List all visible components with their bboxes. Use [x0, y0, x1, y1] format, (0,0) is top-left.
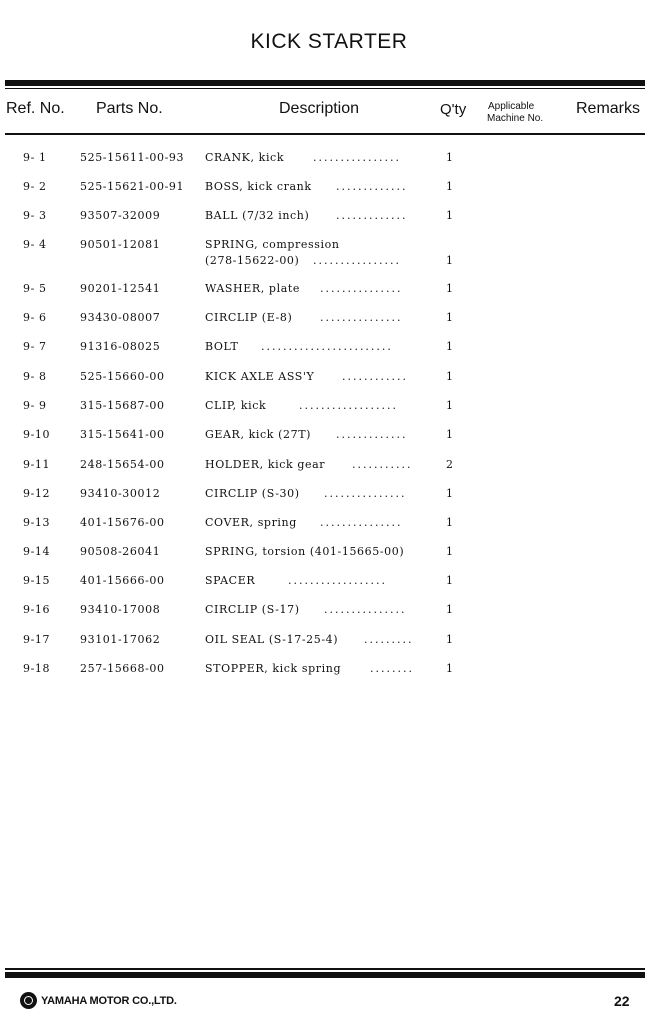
page-number: 22	[614, 993, 630, 1009]
description: BOLT	[205, 340, 239, 353]
part-no: 90201-12541	[80, 282, 161, 295]
quantity: 1	[446, 282, 454, 295]
ref-no: 9-12	[23, 487, 51, 500]
leader-dots: ........................	[261, 340, 393, 353]
quantity: 1	[446, 603, 454, 616]
description: COVER, spring	[205, 516, 297, 529]
quantity: 1	[446, 311, 454, 324]
table-row	[0, 340, 658, 360]
leader-dots: ...........	[352, 458, 413, 471]
leader-dots: .............	[336, 209, 408, 222]
leader-dots: ...............	[320, 282, 403, 295]
description: CIRCLIP (S-30)	[205, 487, 300, 500]
leader-dots: ...............	[324, 487, 407, 500]
table-row	[0, 662, 658, 682]
column-header-machine-no: Machine No.	[487, 113, 544, 124]
leader-dots: ..................	[288, 574, 387, 587]
part-no: 93430-08007	[80, 311, 161, 324]
table-row	[0, 603, 658, 623]
header-rule-top	[5, 80, 645, 86]
quantity: 1	[446, 254, 454, 267]
page-title: KICK STARTER	[250, 30, 408, 53]
part-no: 93410-17008	[80, 603, 161, 616]
table-row	[0, 516, 658, 536]
table-row	[0, 574, 658, 594]
table-row	[0, 428, 658, 448]
part-no: 91316-08025	[80, 340, 161, 353]
part-no: 401-15666-00	[80, 574, 165, 587]
quantity: 1	[446, 151, 454, 164]
description: CIRCLIP (S-17)	[205, 603, 300, 616]
ref-no: 9- 2	[23, 180, 47, 193]
column-header-remarks: Remarks	[576, 100, 641, 117]
quantity: 2	[446, 458, 454, 471]
description: HOLDER, kick gear	[205, 458, 326, 471]
description: SPACER	[205, 574, 256, 587]
leader-dots: ...............	[324, 603, 407, 616]
description: CRANK, kick	[205, 151, 285, 164]
table-row	[0, 209, 658, 229]
ref-no: 9- 7	[23, 340, 47, 353]
description: OIL SEAL (S-17-25-4)	[205, 633, 339, 646]
yamaha-logo-icon	[20, 992, 37, 1009]
description: SPRING, compression	[205, 238, 340, 251]
ref-no: 9- 4	[23, 238, 47, 251]
column-header-description: Description	[279, 100, 360, 117]
leader-dots: ................	[313, 151, 401, 164]
footer-rule-thick	[5, 972, 645, 978]
table-row	[0, 487, 658, 507]
table-row	[0, 458, 658, 478]
table-row	[0, 151, 658, 171]
part-no: 525-15660-00	[80, 370, 165, 383]
part-no: 315-15687-00	[80, 399, 165, 412]
ref-no: 9-17	[23, 633, 51, 646]
description: BOSS, kick crank	[205, 180, 312, 193]
table-row	[0, 180, 658, 200]
ref-no: 9- 5	[23, 282, 47, 295]
description: CIRCLIP (E-8)	[205, 311, 293, 324]
part-no: 315-15641-00	[80, 428, 165, 441]
ref-no: 9-11	[23, 458, 51, 471]
part-no: 401-15676-00	[80, 516, 165, 529]
ref-no: 9-13	[23, 516, 51, 529]
part-no: 90501-12081	[80, 238, 161, 251]
leader-dots: ........	[370, 662, 414, 675]
table-row	[0, 311, 658, 331]
company-name: YAMAHA MOTOR CO.,LTD.	[41, 994, 177, 1007]
header-rule-top-thin	[5, 88, 645, 89]
quantity: 1	[446, 180, 454, 193]
leader-dots: ..................	[299, 399, 398, 412]
table-row	[0, 633, 658, 653]
table-row	[0, 399, 658, 419]
ref-no: 9- 3	[23, 209, 47, 222]
ref-no: 9-18	[23, 662, 51, 675]
part-no: 93410-30012	[80, 487, 161, 500]
description: WASHER, plate	[205, 282, 300, 295]
leader-dots: .........	[364, 633, 414, 646]
quantity: 1	[446, 545, 454, 558]
description: BALL (7/32 inch)	[205, 209, 310, 222]
part-no: 248-15654-00	[80, 458, 165, 471]
ref-no: 9- 1	[23, 151, 47, 164]
table-row	[0, 238, 658, 274]
column-header-parts-no: Parts No.	[96, 100, 163, 117]
header-rule-bottom	[5, 133, 645, 135]
ref-no: 9-14	[23, 545, 51, 558]
description: CLIP, kick	[205, 399, 267, 412]
column-header-applicable: Applicable	[488, 101, 535, 112]
description: STOPPER, kick spring	[205, 662, 342, 675]
ref-no: 9-15	[23, 574, 51, 587]
table-row	[0, 282, 658, 302]
description: KICK AXLE ASS'Y	[205, 370, 315, 383]
leader-dots: .............	[336, 180, 408, 193]
quantity: 1	[446, 633, 454, 646]
description-line-2: (278-15622-00)	[205, 254, 300, 267]
table-row	[0, 545, 658, 565]
quantity: 1	[446, 428, 454, 441]
part-no: 93507-32009	[80, 209, 161, 222]
ref-no: 9-16	[23, 603, 51, 616]
ref-no: 9-10	[23, 428, 51, 441]
table-row	[0, 370, 658, 390]
leader-dots: ...............	[320, 516, 403, 529]
part-no: 525-15621-00-91	[80, 180, 185, 193]
quantity: 1	[446, 574, 454, 587]
part-no: 525-15611-00-93	[80, 151, 185, 164]
quantity: 1	[446, 399, 454, 412]
part-no: 90508-26041	[80, 545, 161, 558]
leader-dots: ...............	[320, 311, 403, 324]
description: GEAR, kick (27T)	[205, 428, 312, 441]
quantity: 1	[446, 370, 454, 383]
quantity: 1	[446, 516, 454, 529]
quantity: 1	[446, 662, 454, 675]
part-no: 257-15668-00	[80, 662, 165, 675]
quantity: 1	[446, 487, 454, 500]
column-header-ref-no: Ref. No.	[6, 100, 65, 117]
part-no: 93101-17062	[80, 633, 161, 646]
ref-no: 9- 9	[23, 399, 47, 412]
leader-dots: ............	[342, 370, 408, 383]
leader-dots: .............	[336, 428, 408, 441]
quantity: 1	[446, 209, 454, 222]
ref-no: 9- 8	[23, 370, 47, 383]
leader-dots: ................	[313, 254, 401, 267]
quantity: 1	[446, 340, 454, 353]
footer-logo	[20, 992, 177, 1009]
ref-no: 9- 6	[23, 311, 47, 324]
description: SPRING, torsion (401-15665-00)	[205, 545, 405, 558]
column-header-qty: Q'ty	[440, 101, 467, 118]
footer-rule	[5, 968, 645, 970]
